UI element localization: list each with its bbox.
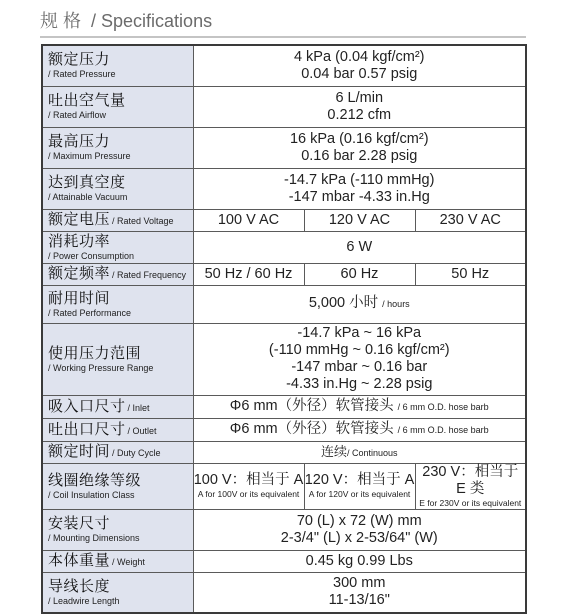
row-label: 额定电压 / Rated Voltage — [42, 209, 193, 231]
row-label: 额定频率 / Rated Frequency — [42, 263, 193, 285]
row-label: 吐出口尺寸 / Outlet — [42, 418, 193, 441]
row-value: 300 mm 11-13/16" — [193, 572, 526, 613]
row-label: 额定压力 / Rated Pressure — [42, 45, 193, 86]
row-value: Φ6 mm（外径）软管接头 / 6 mm O.D. hose barb — [193, 418, 526, 441]
row-label: 导线长度 / Leadwire Length — [42, 572, 193, 613]
title-divider — [40, 36, 526, 38]
table-row — [42, 441, 526, 463]
row-label: 安装尺寸 / Mounting Dimensions — [42, 509, 193, 550]
table-row — [42, 263, 526, 285]
table-row — [42, 395, 526, 418]
table-row — [42, 127, 526, 168]
row-label: 吐出空气量 / Rated Airflow — [42, 86, 193, 127]
table-row — [42, 168, 526, 209]
row-label: 本体重量 / Weight — [42, 550, 193, 572]
row-value: -14.7 kPa (-110 mmHg) -147 mbar -4.33 in.Hg — [193, 168, 526, 209]
row-label: 达到真空度 / Attainable Vacuum — [42, 168, 193, 209]
row-label: 耐用时间 / Rated Performance — [42, 285, 193, 323]
specifications-table — [41, 44, 527, 614]
row-value: 0.45 kg 0.99 Lbs — [193, 550, 526, 572]
row-value: 70 (L) x 72 (W) mm 2-3/4" (L) x 2-53/64" (W) — [193, 509, 526, 550]
table-row — [42, 209, 526, 231]
cell-value: 60 Hz — [304, 263, 415, 285]
table-row — [42, 86, 526, 127]
cell-value: 120 V：相当于 A A for 120V or its equivalent — [304, 463, 415, 509]
row-value: 连续/ Continuous — [193, 441, 526, 463]
table-row — [42, 463, 526, 509]
table-row — [42, 572, 526, 613]
row-value: 4 kPa (0.04 kgf/cm²) 0.04 bar 0.57 psig — [193, 45, 526, 86]
cell-value: 100 V：相当于 A A for 100V or its equivalent — [193, 463, 304, 509]
row-value: -14.7 kPa ~ 16 kPa (-110 mmHg ~ 0.16 kgf/cm²) -147 mbar ~ 0.16 bar -4.33 in.Hg ~ 2.28 psig — [193, 323, 526, 395]
cell-value: 230 V：相当于 E 类 E for 230V or its equivalent — [415, 463, 526, 509]
title-chinese: 规格 — [40, 11, 86, 31]
table-row — [42, 323, 526, 395]
row-value: 6 W — [193, 231, 526, 263]
cell-value: 100 V AC — [193, 209, 304, 231]
table-row — [42, 418, 526, 441]
cell-value: 50 Hz / 60 Hz — [193, 263, 304, 285]
table-row — [42, 509, 526, 550]
row-value: 6 L/min 0.212 cfm — [193, 86, 526, 127]
cell-value: 120 V AC — [304, 209, 415, 231]
row-label: 线圈绝缘等级 / Coil Insulation Class — [42, 463, 193, 509]
row-value: 16 kPa (0.16 kgf/cm²) 0.16 bar 2.28 psig — [193, 127, 526, 168]
row-label: 额定时间 / Duty Cycle — [42, 441, 193, 463]
page-title — [40, 7, 212, 33]
title-english: / Specifications — [91, 11, 213, 31]
row-label: 使用压力范围 / Working Pressure Range — [42, 323, 193, 395]
row-label: 消耗功率 / Power Consumption — [42, 231, 193, 263]
table-row — [42, 231, 526, 263]
row-label: 吸入口尺寸 / Inlet — [42, 395, 193, 418]
row-label: 最高压力 / Maximum Pressure — [42, 127, 193, 168]
table-row — [42, 550, 526, 572]
row-value: Φ6 mm（外径）软管接头 / 6 mm O.D. hose barb — [193, 395, 526, 418]
row-value: 5,000 小时 / hours — [193, 285, 526, 323]
table-row — [42, 45, 526, 86]
cell-value: 50 Hz — [415, 263, 526, 285]
cell-value: 230 V AC — [415, 209, 526, 231]
table-row — [42, 285, 526, 323]
